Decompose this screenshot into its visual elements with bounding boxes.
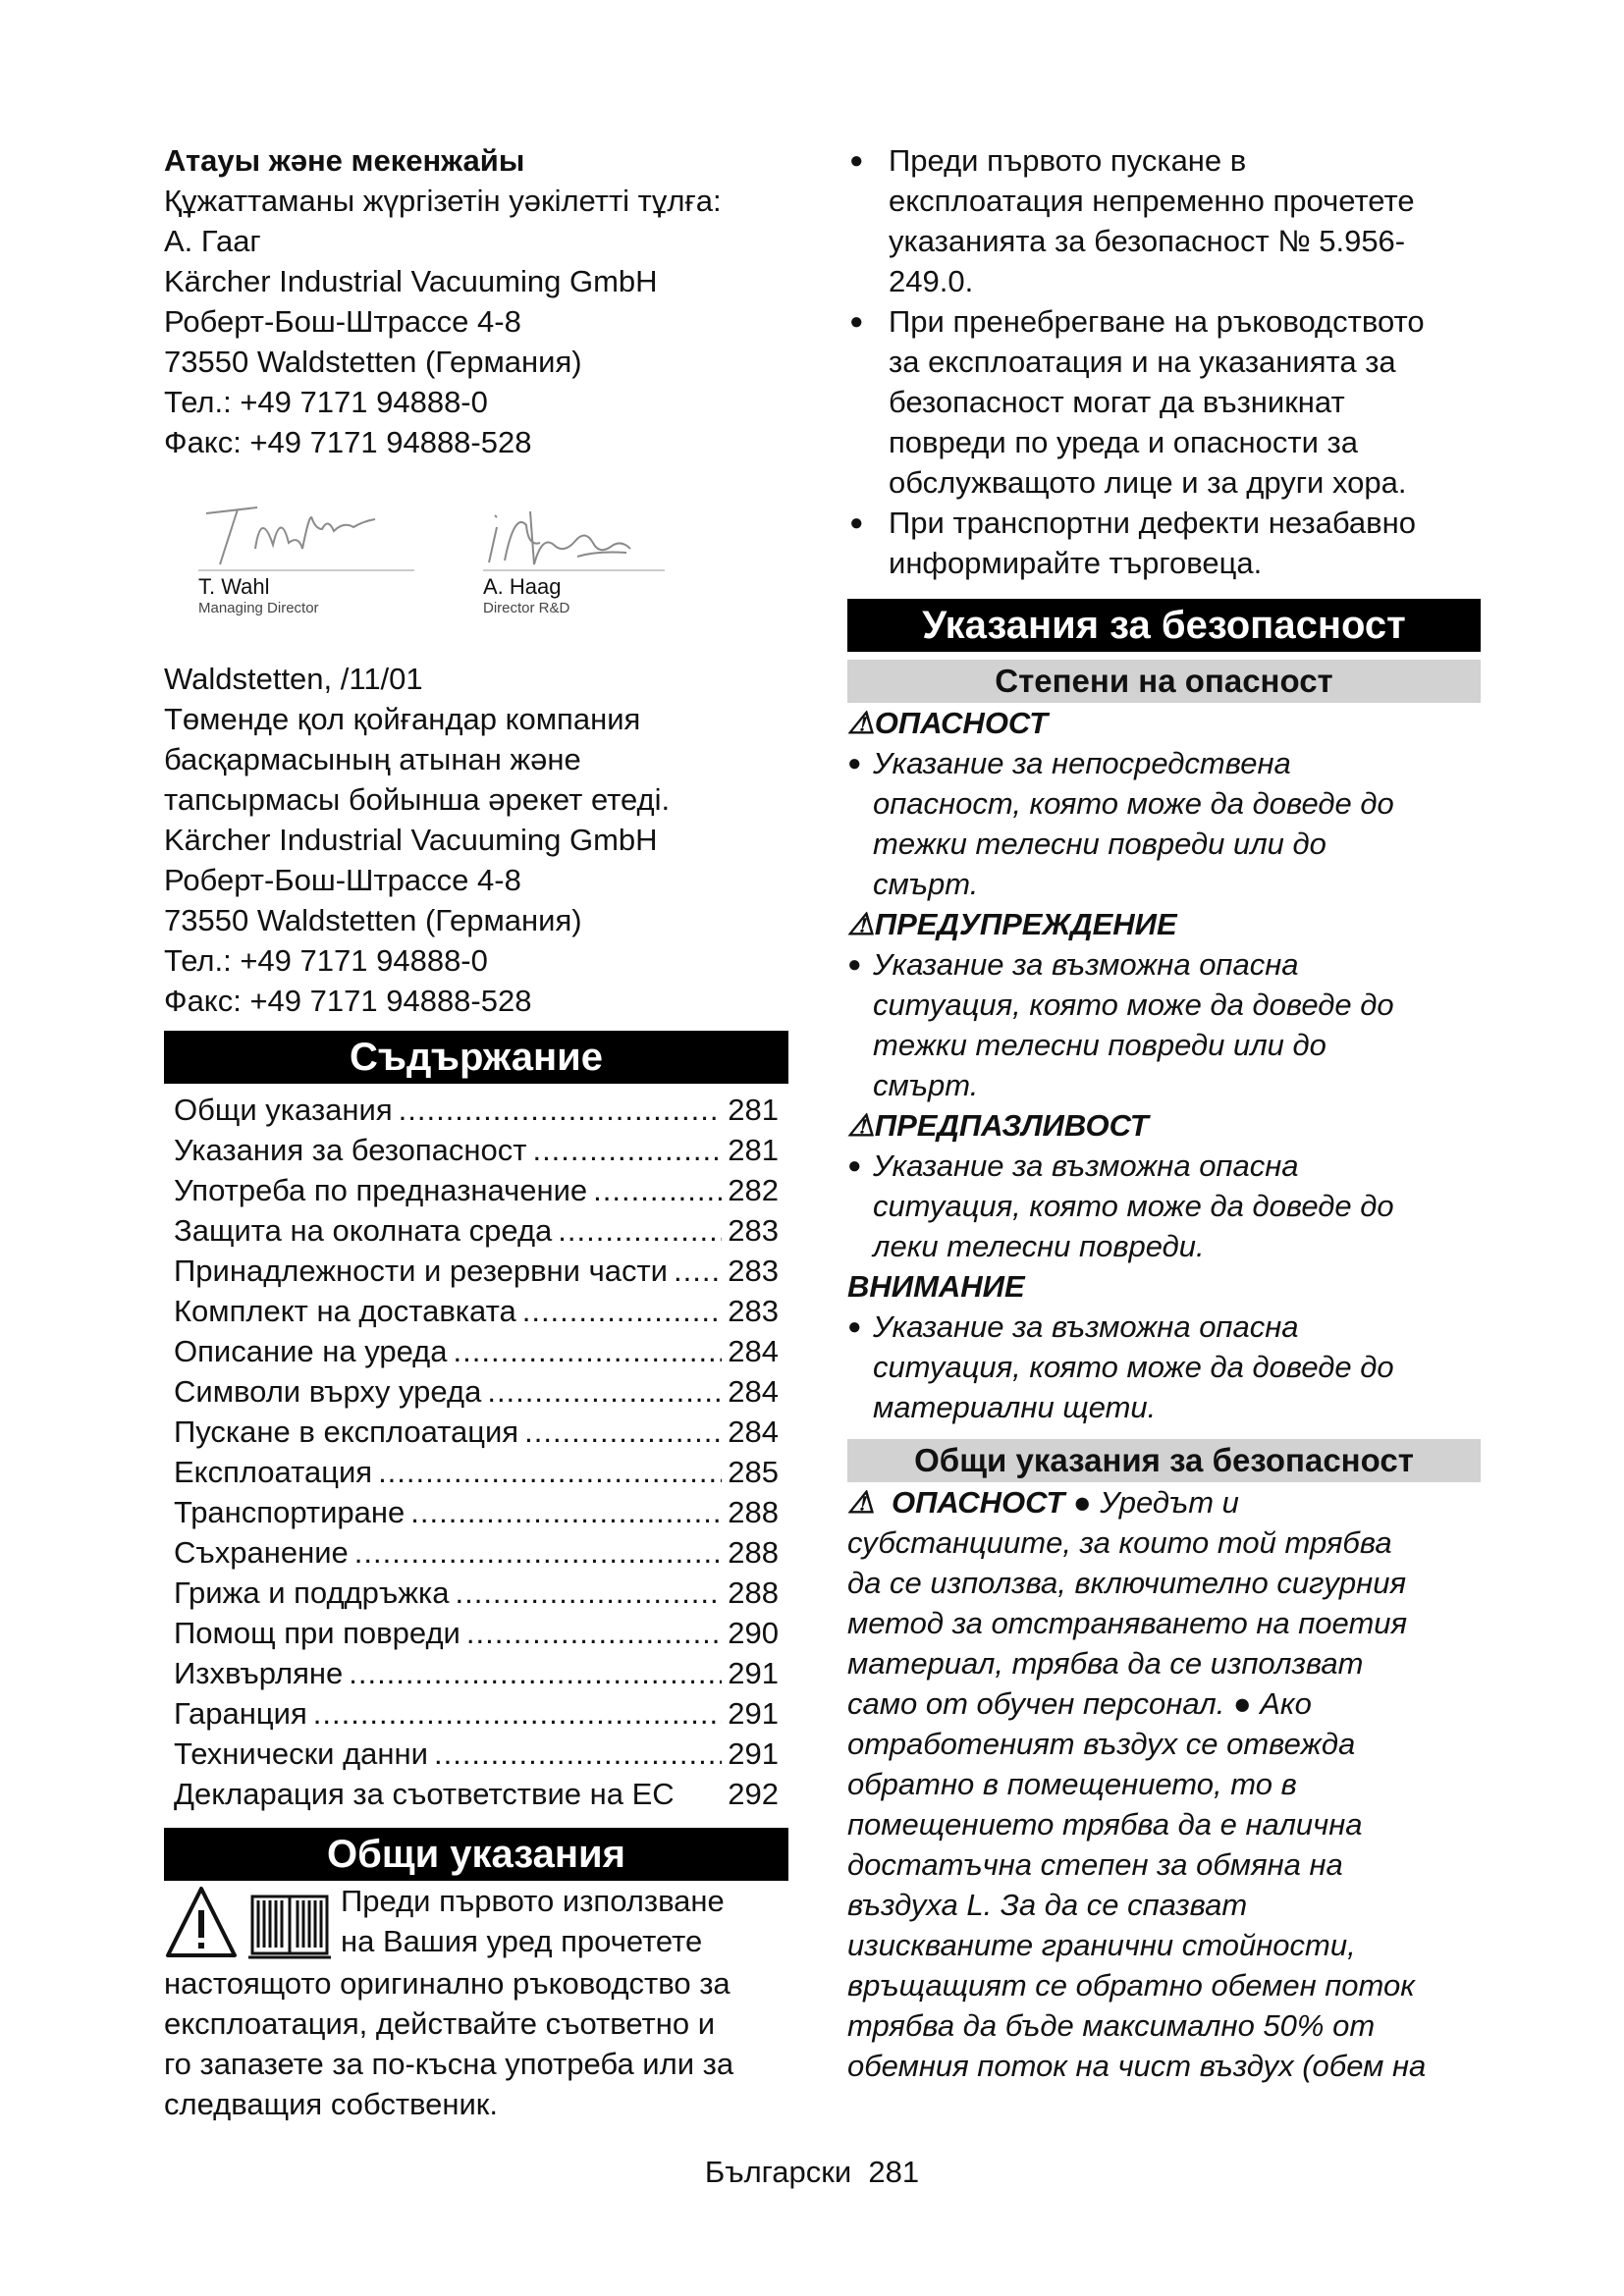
general-safety-line: трябва да бъде максимално 50% от [847, 2008, 1376, 2043]
toc-entry[interactable] [164, 1532, 788, 1573]
address-heading: Атауы және мекенжайы [164, 143, 525, 178]
toc-gap [675, 1774, 729, 1814]
toc-entry[interactable] [164, 1251, 788, 1291]
signatory-name: A. Haag [483, 574, 562, 599]
statement-line: Тел.: +49 7171 94888-0 [164, 943, 488, 978]
toc-entry[interactable] [164, 1452, 788, 1492]
level-line: ● Указание за непосредствена [873, 746, 1291, 780]
toc-entry[interactable] [164, 1090, 788, 1130]
level-line: тежки телесни повреди или до [873, 827, 1326, 861]
bullet-line: безопасност могат да възникнат [889, 385, 1345, 419]
level-line: ситуация, която може да доведе до [873, 988, 1394, 1022]
toc-leader-dots [378, 1452, 722, 1492]
toc-entry-title: Пускане в експлоатация [174, 1415, 519, 1449]
danger-level-label: ⚠ОПАСНОСТ [847, 706, 1049, 740]
caution-level [847, 1105, 1481, 1266]
toc-leader-dots [522, 1291, 723, 1331]
general-safety-line: обратно в помещението, то в [847, 1767, 1297, 1801]
general-safety-heading: Общи указания за безопасност [847, 1439, 1481, 1482]
levels-heading: Степени на опасност [847, 660, 1481, 703]
toc-leader-dots [466, 1613, 722, 1653]
toc-entry-title: Технически данни [174, 1736, 428, 1771]
statement-line: Төменде қол қойғандар компания [164, 702, 641, 736]
address-line: 73550 Waldstetten (Германия) [164, 345, 582, 379]
toc-leader-dots [487, 1371, 722, 1412]
danger-level-text [847, 743, 1481, 904]
toc-entry-page: 283 [728, 1294, 779, 1328]
general-safety-line: само от обучен персонал. ● Ако [847, 1686, 1312, 1721]
level-line: ситуация, която може да доведе до [873, 1189, 1394, 1223]
toc-entry-page: 288 [728, 1575, 779, 1610]
toc-leader-dots [674, 1251, 722, 1291]
toc-entry-page: 290 [728, 1616, 779, 1650]
caution-level-label: ⚠ПРЕДПАЗЛИВОСТ [847, 1108, 1149, 1143]
statement-line: тапсырмасы бойынша әрекет етеді. [164, 782, 671, 817]
toc-entry-page: 291 [728, 1656, 779, 1690]
bullet-line: повреди по уреда и опасности за [889, 425, 1358, 459]
toc-entry[interactable] [164, 1774, 788, 1814]
address-line: Тел.: +49 7171 94888-0 [164, 385, 488, 419]
attention-level-label: ВНИМАНИЕ [847, 1269, 1025, 1304]
bullet-item [847, 140, 1481, 301]
intro-icons [164, 1883, 341, 1963]
general-intro [164, 1881, 788, 2124]
toc-entry-title: Указания за безопасност [174, 1133, 527, 1167]
level-line: ● Указание за възможна опасна [873, 1309, 1299, 1344]
general-safety-line: да се използва, включително сигурния [847, 1566, 1407, 1600]
signature-scribble-icon [198, 502, 414, 572]
warning-level-text [847, 944, 1481, 1105]
toc-entry[interactable] [164, 1170, 788, 1210]
toc-leader-dots [354, 1532, 722, 1573]
general-safety-line: изискваните гранични стойности, [847, 1928, 1356, 1962]
general-safety-line [847, 1482, 1481, 1522]
right-column [847, 140, 1481, 2086]
bullet-line: указанията за безопасност № 5.956- [889, 224, 1406, 258]
toc-leader-dots [593, 1170, 722, 1210]
bullet-line: ● При транспортни дефекти незабавно [889, 506, 1416, 540]
level-line: опасност, която може да доведе до [873, 786, 1394, 821]
toc-leader-dots [434, 1734, 722, 1774]
toc-entry[interactable] [164, 1210, 788, 1251]
bullet-item [847, 503, 1481, 583]
attention-level [847, 1266, 1481, 1427]
level-line: ● Указание за възможна опасна [873, 1148, 1299, 1183]
open-manual-icon [248, 1896, 331, 1957]
toc-entry-page: 282 [728, 1173, 779, 1207]
toc-entry[interactable] [164, 1613, 788, 1653]
left-column [164, 140, 788, 2124]
general-line: експлоатация, действайте съответно и [164, 2006, 716, 2041]
level-line: леки телесни повреди. [873, 1229, 1205, 1263]
toc-leader-dots [532, 1130, 722, 1170]
signature-scribble-icon [483, 502, 665, 572]
toc-entry[interactable] [164, 1371, 788, 1412]
toc-entry-title: Употреба по предназначение [174, 1173, 588, 1207]
general-safety-line: въздуха L. За да се спазват [847, 1888, 1248, 1922]
toc-entry[interactable] [164, 1130, 788, 1170]
place-date: Waldstetten, /11/01 [164, 662, 423, 696]
level-line: смърт. [873, 867, 979, 901]
toc-entry-title: Символи върху уреда [174, 1374, 482, 1409]
signature-area [164, 462, 788, 659]
toc-leader-dots [399, 1090, 723, 1130]
toc-entry[interactable] [164, 1331, 788, 1371]
toc-entry-title: Принадлежности и резервни части [174, 1254, 668, 1288]
bullet-line: за експлоатация и на указанията за [889, 345, 1396, 379]
general-safety-label: ⚠ ОПАСНОСТ [847, 1485, 1065, 1520]
statement-line: Факс: +49 7171 94888-528 [164, 984, 532, 1018]
toc-leader-dots [454, 1331, 723, 1371]
bullet-line: информирайте търговеца. [889, 546, 1263, 580]
general-safety-line: субстанциите, за които той трябва [847, 1525, 1392, 1560]
signature-haag [483, 502, 665, 617]
toc-leader-dots [313, 1693, 723, 1734]
toc-entry-page: 283 [728, 1254, 779, 1288]
general-line: го запазете за по-късна употреба или за [164, 2047, 734, 2081]
warning-level-label: ⚠ПРЕДУПРЕЖДЕНИЕ [847, 907, 1177, 941]
general-safety-line: достатъчна степен за обмяна на [847, 1847, 1343, 1882]
address-line: А. Гааг [164, 224, 261, 258]
address-line: Факс: +49 7171 94888-528 [164, 425, 532, 459]
statement-block [164, 699, 788, 1021]
toc-entry[interactable] [164, 1693, 788, 1734]
table-of-contents [164, 1090, 788, 1814]
general-safety-line: отработеният въздух се отвежда [847, 1727, 1356, 1761]
toc-leader-dots [410, 1492, 722, 1532]
level-line: ● Указание за възможна опасна [873, 947, 1299, 982]
toc-entry-page: 292 [728, 1777, 779, 1811]
signatory-name: T. Wahl [198, 574, 270, 599]
caution-level-text [847, 1146, 1481, 1266]
general-safety-line: метод за отстраняването на поетия [847, 1606, 1408, 1640]
toc-entry-page: 284 [728, 1374, 779, 1409]
toc-entry[interactable] [164, 1412, 788, 1452]
toc-leader-dots [524, 1412, 722, 1452]
toc-entry-title: Комплект на доставката [174, 1294, 516, 1328]
level-line: смърт. [873, 1068, 979, 1102]
toc-leader-dots [558, 1210, 722, 1251]
toc-entry-page: 284 [728, 1334, 779, 1368]
toc-entry-title: Декларация за съответствие на ЕС [174, 1777, 675, 1811]
warning-triangle-icon [168, 1889, 235, 1955]
general-safety-line: помещението трябва да е налична [847, 1807, 1363, 1842]
toc-entry-title: Транспортиране [174, 1495, 406, 1529]
general-safety-line: връщащият се обратно обемен поток [847, 1968, 1415, 2002]
toc-entry-title: Гаранция [174, 1696, 307, 1731]
bullet-line: 249.0. [889, 264, 974, 298]
toc-entry-page: 288 [728, 1495, 779, 1529]
bullet-item [847, 301, 1481, 503]
level-line: материални щети. [873, 1390, 1157, 1424]
address-line: Роберт-Бош-Штрассе 4-8 [164, 304, 521, 339]
toc-entry-page: 288 [728, 1535, 779, 1570]
statement-line: Роберт-Бош-Штрассе 4-8 [164, 863, 521, 897]
toc-leader-dots [455, 1573, 722, 1613]
bullet-line: обслужващото лице и за други хора. [889, 465, 1407, 500]
general-line: настоящото оригинално ръководство за [164, 1966, 731, 2001]
general-safety-line: материал, трябва да се използват [847, 1646, 1364, 1681]
toc-entry[interactable] [164, 1653, 788, 1693]
general-safety-text [847, 1482, 1481, 2086]
toc-entry-page: 284 [728, 1415, 779, 1449]
general-heading: Общи указания [164, 1828, 788, 1881]
toc-entry[interactable] [164, 1492, 788, 1532]
signatory-title: Director R&D [483, 600, 570, 616]
level-line: тежки телесни повреди или до [873, 1028, 1326, 1062]
address-block [164, 181, 788, 462]
general-line: Преди първото използване [341, 1884, 725, 1918]
safety-heading: Указания за безопасност [847, 599, 1481, 652]
bullet-line: ● Преди първото пускане в [889, 143, 1247, 178]
general-line: на Вашия уред прочетете [341, 1924, 703, 1958]
danger-level [847, 703, 1481, 904]
toc-entry-title: Експлоатация [174, 1455, 373, 1489]
toc-entry-title: Грижа и поддръжка [174, 1575, 450, 1610]
page-footer: Български 281 [704, 2155, 920, 2189]
level-line: ситуация, която може да доведе до [873, 1350, 1394, 1384]
signatory-title: Managing Director [198, 600, 319, 616]
toc-leader-dots [349, 1653, 722, 1693]
toc-entry-title: Описание на уреда [174, 1334, 448, 1368]
toc-entry-page: 291 [728, 1736, 779, 1771]
general-safety-line: обемния поток на чист въздух (обем на [847, 2049, 1427, 2083]
toc-entry-title: Защита на околната среда [174, 1213, 553, 1248]
toc-entry-title: Изхвърляне [174, 1656, 344, 1690]
bullet-line: експлоатация непременно прочетете [889, 184, 1415, 218]
toc-entry-title: Съхранение [174, 1535, 349, 1570]
address-line: Құжаттаманы жүргізетін уәкілетті тұлға: [164, 184, 722, 218]
toc-entry-title: Помощ при повреди [174, 1616, 460, 1650]
toc-entry-title: Общи указания [174, 1093, 393, 1127]
toc-entry-page: 285 [728, 1455, 779, 1489]
statement-line: басқармасының атынан және [164, 742, 581, 776]
attention-level-text [847, 1307, 1481, 1427]
address-line: Kärcher Industrial Vacuuming GmbH [164, 264, 658, 298]
toc-entry[interactable] [164, 1573, 788, 1613]
toc-heading: Съдържание [164, 1031, 788, 1084]
toc-entry-page: 281 [728, 1093, 779, 1127]
toc-entry-page: 281 [728, 1133, 779, 1167]
toc-entry[interactable] [164, 1291, 788, 1331]
statement-line: 73550 Waldstetten (Германия) [164, 903, 582, 937]
toc-entry-page: 283 [728, 1213, 779, 1248]
general-line: следващия собственик. [164, 2087, 498, 2121]
bullet-line: ● При пренебрегване на ръководството [889, 304, 1425, 339]
warning-level [847, 904, 1481, 1105]
toc-entry[interactable] [164, 1734, 788, 1774]
toc-entry-page: 291 [728, 1696, 779, 1731]
general-safety-first: ● Уредът и [1064, 1485, 1239, 1520]
signature-wahl [198, 502, 414, 617]
statement-line: Kärcher Industrial Vacuuming GmbH [164, 823, 658, 857]
